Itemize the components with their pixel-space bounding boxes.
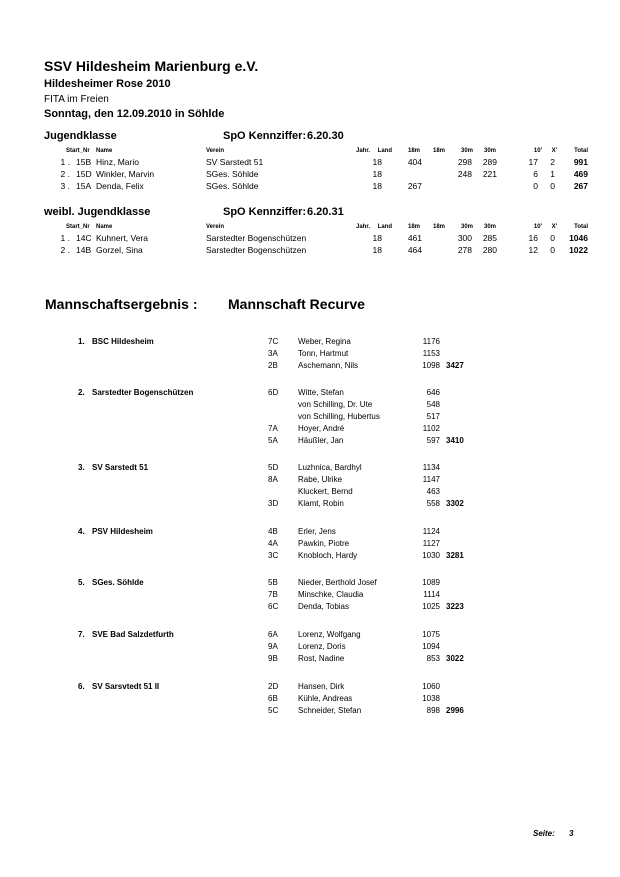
score-x: 0 bbox=[550, 233, 555, 243]
member-name: Häußler, Jan bbox=[298, 436, 344, 445]
member-start-nr: 9B bbox=[268, 654, 278, 663]
athlete-start-nr: 14C bbox=[76, 233, 92, 243]
athlete-land: 18 bbox=[372, 233, 382, 243]
event-title: Hildesheimer Rose 2010 bbox=[44, 78, 171, 90]
member-name: von Schilling, Dr. Ute bbox=[298, 400, 373, 409]
athlete-name: Gorzel, Sina bbox=[96, 245, 143, 255]
team-rank: 2. bbox=[78, 388, 85, 397]
athlete-name: Hinz, Mario bbox=[96, 157, 139, 167]
athlete-name: Winkler, Marvin bbox=[96, 169, 155, 179]
spo-label: SpO Kennziffer: bbox=[223, 130, 307, 142]
team-name: SVE Bad Salzdetfurth bbox=[92, 630, 174, 639]
score-30m-1: 248 bbox=[457, 169, 472, 179]
col-tens: 10' bbox=[533, 224, 542, 230]
team-rank: 4. bbox=[78, 527, 85, 536]
member-score: 1127 bbox=[422, 539, 440, 548]
col-start-nr: Start_Nr bbox=[66, 224, 90, 230]
member-start-nr: 3A bbox=[268, 349, 278, 358]
col-name: Name bbox=[96, 148, 113, 154]
team-total: 3223 bbox=[446, 602, 464, 611]
member-name: Kühle, Andreas bbox=[298, 694, 353, 703]
member-start-nr: 7A bbox=[268, 424, 278, 433]
athlete-club: SGes. Söhlde bbox=[206, 169, 259, 179]
member-name: von Schilling, Hubertus bbox=[298, 412, 380, 421]
team-name: SGes. Söhlde bbox=[92, 578, 144, 587]
score-30m-1: 298 bbox=[457, 157, 472, 167]
member-score: 1025 bbox=[422, 602, 440, 611]
athlete-club: Sarstedter Bogenschützen bbox=[206, 233, 307, 243]
score-18m-1: 461 bbox=[407, 233, 422, 243]
score-tens: 16 bbox=[528, 233, 538, 243]
score-30m-2: 285 bbox=[482, 233, 497, 243]
score-tens: 12 bbox=[528, 245, 538, 255]
athlete-name: Denda, Felix bbox=[96, 181, 144, 191]
team-total: 3410 bbox=[446, 436, 464, 445]
team-rank: 7. bbox=[78, 630, 85, 639]
member-score: 517 bbox=[426, 412, 440, 421]
member-score: 1089 bbox=[422, 578, 440, 587]
col-30m-2: 30m bbox=[483, 224, 496, 230]
member-score: 1075 bbox=[422, 630, 440, 639]
athlete-rank: 1 . bbox=[60, 233, 70, 243]
score-tens: 6 bbox=[533, 169, 538, 179]
member-score: 463 bbox=[426, 487, 440, 496]
team-rank: 1. bbox=[78, 337, 85, 346]
athlete-land: 18 bbox=[372, 169, 382, 179]
col-18m-2: 18m bbox=[432, 148, 445, 154]
team-name: SV Sarstedt 51 bbox=[92, 463, 149, 472]
member-name: Hansen, Dirk bbox=[298, 682, 345, 691]
member-start-nr: 6A bbox=[268, 630, 278, 639]
member-score: 1094 bbox=[422, 642, 440, 651]
member-start-nr: 5C bbox=[268, 706, 279, 715]
col-x: X' bbox=[551, 148, 557, 154]
member-start-nr: 6C bbox=[268, 602, 279, 611]
event-type: FITA im Freien bbox=[44, 94, 109, 105]
member-score: 1098 bbox=[422, 361, 440, 370]
col-18m-1: 18m bbox=[407, 148, 420, 154]
col-30m-1: 30m bbox=[460, 148, 473, 154]
member-start-nr: 3D bbox=[268, 499, 279, 508]
score-18m-1: 267 bbox=[407, 181, 422, 191]
member-score: 1124 bbox=[422, 527, 440, 536]
member-score: 853 bbox=[426, 654, 440, 663]
score-30m-2: 289 bbox=[482, 157, 497, 167]
athlete-start-nr: 15B bbox=[76, 157, 92, 167]
col-land: Land bbox=[377, 224, 392, 230]
score-30m-1: 300 bbox=[457, 233, 472, 243]
athlete-rank: 2 . bbox=[60, 169, 70, 179]
col-jahr: Jahr. bbox=[355, 148, 370, 154]
member-name: Kluckert, Bernd bbox=[298, 487, 353, 496]
team-section-label: Mannschaftsergebnis : bbox=[45, 296, 198, 312]
member-start-nr: 5A bbox=[268, 436, 278, 445]
member-name: Hoyer, André bbox=[298, 424, 345, 433]
member-score: 548 bbox=[426, 400, 440, 409]
member-name: Tonn, Hartmut bbox=[298, 349, 349, 358]
score-30m-2: 221 bbox=[482, 169, 497, 179]
member-start-nr: 9A bbox=[268, 642, 278, 651]
team-rank: 6. bbox=[78, 682, 85, 691]
score-total: 469 bbox=[573, 169, 588, 179]
score-total: 1022 bbox=[569, 245, 588, 255]
team-total: 3427 bbox=[446, 361, 464, 370]
score-18m-1: 464 bbox=[407, 245, 422, 255]
team-name: Sarstedter Bogenschützen bbox=[92, 388, 194, 397]
col-total: Total bbox=[574, 224, 588, 230]
col-x: X' bbox=[551, 224, 557, 230]
score-total: 267 bbox=[573, 181, 588, 191]
score-tens: 17 bbox=[528, 157, 538, 167]
member-score: 1102 bbox=[422, 424, 440, 433]
score-x: 0 bbox=[550, 245, 555, 255]
member-name: Weber, Regina bbox=[298, 337, 351, 346]
spo-number: 6.20.30 bbox=[307, 130, 344, 142]
member-score: 1114 bbox=[423, 590, 440, 599]
col-start-nr: Start_Nr bbox=[66, 148, 90, 154]
col-tens: 10' bbox=[533, 148, 542, 154]
class-title: Jugendklasse bbox=[44, 130, 117, 142]
member-score: 1153 bbox=[422, 349, 440, 358]
col-30m-1: 30m bbox=[460, 224, 473, 230]
team-rank: 3. bbox=[78, 463, 85, 472]
spo-number: 6.20.31 bbox=[307, 206, 344, 218]
member-score: 646 bbox=[426, 388, 440, 397]
athlete-land: 18 bbox=[372, 157, 382, 167]
col-verein: Verein bbox=[206, 148, 225, 154]
score-total: 1046 bbox=[569, 233, 588, 243]
member-score: 597 bbox=[426, 436, 440, 445]
member-name: Lorenz, Wolfgang bbox=[298, 630, 361, 639]
team-name: PSV Hildesheim bbox=[92, 527, 153, 536]
member-name: Minschke, Claudia bbox=[298, 590, 364, 599]
member-name: Aschemann, Nils bbox=[298, 361, 359, 370]
score-18m-1: 404 bbox=[407, 157, 422, 167]
athlete-land: 18 bbox=[372, 245, 382, 255]
team-total: 2996 bbox=[446, 706, 464, 715]
member-name: Schneider, Stefan bbox=[298, 706, 362, 715]
athlete-start-nr: 15D bbox=[76, 169, 92, 179]
team-total: 3022 bbox=[446, 654, 464, 663]
member-start-nr: 7C bbox=[268, 337, 279, 346]
member-name: Luzhnica, Bardhyl bbox=[298, 463, 362, 472]
team-total: 3281 bbox=[446, 551, 464, 560]
score-30m-1: 278 bbox=[457, 245, 472, 255]
member-start-nr: 5B bbox=[268, 578, 278, 587]
page-label: Seite: bbox=[533, 829, 555, 838]
team-section-title: Mannschaft Recurve bbox=[228, 296, 365, 312]
member-score: 898 bbox=[426, 706, 440, 715]
member-name: Erler, Jens bbox=[298, 527, 336, 536]
member-name: Pawkin, Piotre bbox=[298, 539, 350, 548]
spo-label: SpO Kennziffer: bbox=[223, 206, 307, 218]
member-score: 1176 bbox=[422, 337, 440, 346]
score-30m-2: 280 bbox=[482, 245, 497, 255]
member-score: 1060 bbox=[422, 682, 440, 691]
member-start-nr: 5D bbox=[268, 463, 279, 472]
member-start-nr: 7B bbox=[268, 590, 278, 599]
member-start-nr: 2B bbox=[268, 361, 278, 370]
team-rank: 5. bbox=[78, 578, 85, 587]
athlete-rank: 1 . bbox=[60, 157, 70, 167]
page-number: 3 bbox=[569, 829, 574, 838]
athlete-club: Sarstedter Bogenschützen bbox=[206, 245, 307, 255]
event-date-place: Sonntag, den 12.09.2010 in Söhlde bbox=[44, 108, 225, 120]
col-verein: Verein bbox=[206, 224, 225, 230]
col-name: Name bbox=[96, 224, 113, 230]
member-name: Witte, Stefan bbox=[298, 388, 344, 397]
member-score: 1038 bbox=[422, 694, 440, 703]
col-18m-2: 18m bbox=[432, 224, 445, 230]
athlete-start-nr: 14B bbox=[76, 245, 92, 255]
club-title: SSV Hildesheim Marienburg e.V. bbox=[44, 58, 259, 74]
member-start-nr: 6B bbox=[268, 694, 278, 703]
class-title: weibl. Jugendklasse bbox=[44, 206, 151, 218]
member-score: 1030 bbox=[422, 551, 440, 560]
member-name: Knobloch, Hardy bbox=[298, 551, 358, 560]
member-start-nr: 6D bbox=[268, 388, 279, 397]
athlete-club: SV Sarstedt 51 bbox=[206, 157, 264, 167]
athlete-name: Kuhnert, Vera bbox=[96, 233, 148, 243]
athlete-start-nr: 15A bbox=[76, 181, 92, 191]
member-score: 1147 bbox=[422, 475, 440, 484]
member-name: Denda, Tobias bbox=[298, 602, 349, 611]
score-x: 1 bbox=[550, 169, 555, 179]
member-score: 1134 bbox=[422, 463, 440, 472]
score-tens: 0 bbox=[533, 181, 538, 191]
member-start-nr: 2D bbox=[268, 682, 279, 691]
member-start-nr: 8A bbox=[268, 475, 278, 484]
member-name: Rabe, Ulrike bbox=[298, 475, 343, 484]
team-name: SV Sarsvtedt 51 II bbox=[92, 682, 160, 691]
team-total: 3302 bbox=[446, 499, 464, 508]
col-land: Land bbox=[377, 148, 392, 154]
col-jahr: Jahr. bbox=[355, 224, 370, 230]
athlete-land: 18 bbox=[372, 181, 382, 191]
team-name: BSC Hildesheim bbox=[92, 337, 154, 346]
member-start-nr: 4B bbox=[268, 527, 278, 536]
score-total: 991 bbox=[573, 157, 588, 167]
member-name: Klamt, Robin bbox=[298, 499, 344, 508]
member-name: Lorenz, Doris bbox=[298, 642, 346, 651]
col-30m-2: 30m bbox=[483, 148, 496, 154]
col-total: Total bbox=[574, 148, 588, 154]
member-start-nr: 4A bbox=[268, 539, 278, 548]
col-18m-1: 18m bbox=[407, 224, 420, 230]
member-score: 558 bbox=[426, 499, 440, 508]
athlete-rank: 2 . bbox=[60, 245, 70, 255]
athlete-rank: 3 . bbox=[60, 181, 70, 191]
member-name: Nieder, Berthold Josef bbox=[298, 578, 377, 587]
member-name: Rost, Nadine bbox=[298, 654, 345, 663]
score-x: 2 bbox=[550, 157, 555, 167]
score-x: 0 bbox=[550, 181, 555, 191]
athlete-club: SGes. Söhlde bbox=[206, 181, 259, 191]
member-start-nr: 3C bbox=[268, 551, 279, 560]
